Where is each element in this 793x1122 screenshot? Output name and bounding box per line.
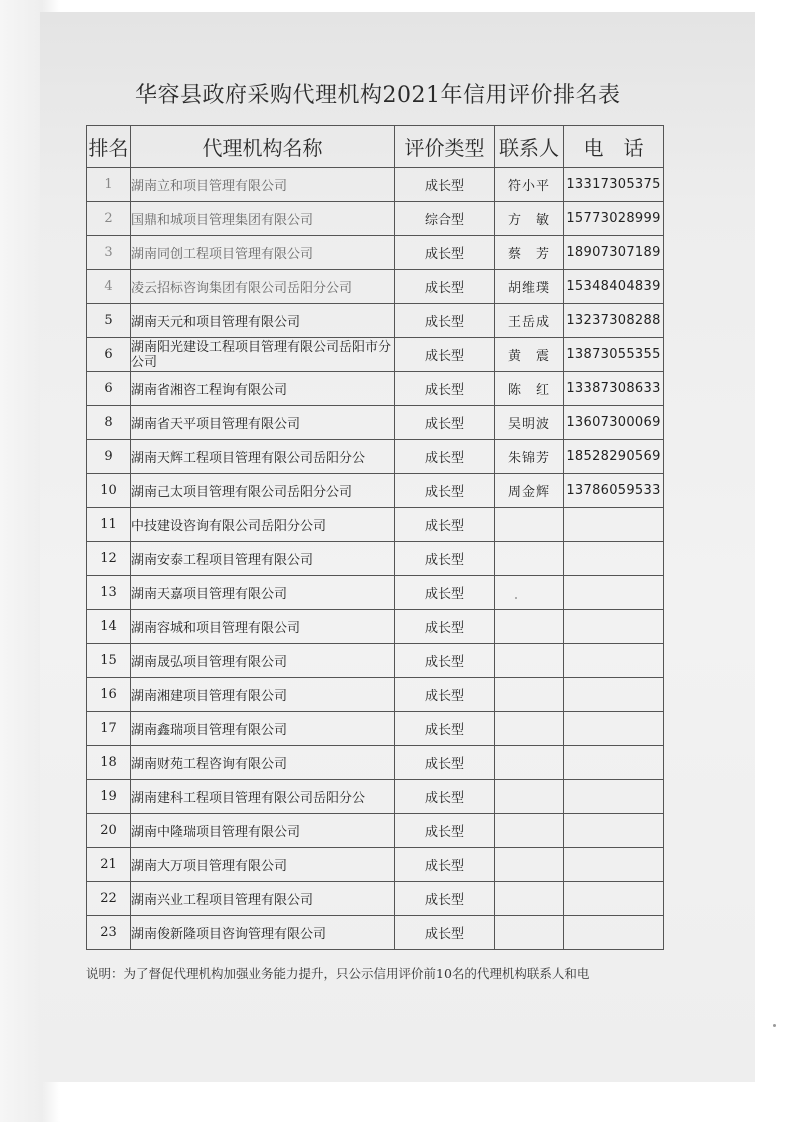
- rank-cell: 3: [87, 236, 131, 270]
- table-header-row: [87, 126, 664, 168]
- contact-cell: 胡维璞: [495, 270, 564, 304]
- rank-cell: 16: [87, 678, 131, 712]
- rank-cell: 2: [87, 202, 131, 236]
- table-row: [87, 814, 664, 848]
- phone-cell: 13237308288: [564, 304, 664, 338]
- table-row: [87, 576, 664, 610]
- rank-cell: 13: [87, 576, 131, 610]
- footnote: 说明：为了督促代理机构加强业务能力提升，只公示信用评价前10名的代理机构联系人和电: [86, 966, 590, 981]
- evaluation-type-cell: 成长型: [395, 508, 495, 542]
- phone-cell: 15348404839: [564, 270, 664, 304]
- evaluation-type-cell: 成长型: [395, 712, 495, 746]
- contact-cell: [495, 576, 564, 610]
- phone-cell: 13786059533: [564, 474, 664, 508]
- rank-cell: 23: [87, 916, 131, 950]
- contact-cell: 陈 红: [495, 372, 564, 406]
- header-agency-name: 代理机构名称: [131, 126, 395, 168]
- table-row: [87, 644, 664, 678]
- rank-cell: 18: [87, 746, 131, 780]
- table-row: [87, 678, 664, 712]
- phone-cell: [564, 576, 664, 610]
- table-body: [87, 168, 664, 950]
- header-rank: 排名: [87, 126, 131, 168]
- evaluation-type-cell: 成长型: [395, 406, 495, 440]
- contact-cell: [495, 746, 564, 780]
- phone-cell: [564, 712, 664, 746]
- phone-cell: [564, 542, 664, 576]
- rank-cell: 14: [87, 610, 131, 644]
- rank-cell: 1: [87, 168, 131, 202]
- agency-name-cell: 湖南安泰工程项目管理有限公司: [131, 542, 395, 576]
- header-contact: 联系人: [495, 126, 564, 168]
- table-row: [87, 304, 664, 338]
- rank-cell: 17: [87, 712, 131, 746]
- agency-name-cell: 湖南阳光建设工程项目管理有限公司岳阳市分公司: [131, 338, 395, 372]
- contact-cell: 符小平: [495, 168, 564, 202]
- table-row: [87, 236, 664, 270]
- table-row: [87, 270, 664, 304]
- contact-cell: [495, 508, 564, 542]
- table-row: [87, 916, 664, 950]
- agency-name-cell: 湖南建科工程项目管理有限公司岳阳分公: [131, 780, 395, 814]
- table-row: [87, 440, 664, 474]
- agency-name-cell: 湖南俊新隆项目咨询管理有限公司: [131, 916, 395, 950]
- agency-name-cell: 湖南容城和项目管理有限公司: [131, 610, 395, 644]
- table-row: [87, 610, 664, 644]
- rank-cell: 20: [87, 814, 131, 848]
- evaluation-type-cell: 成长型: [395, 270, 495, 304]
- scan-speck: [773, 1024, 776, 1027]
- header-evaluation-type: 评价类型: [395, 126, 495, 168]
- rank-cell: 4: [87, 270, 131, 304]
- rank-cell: 19: [87, 780, 131, 814]
- phone-cell: [564, 848, 664, 882]
- agency-name-cell: 湖南省湘咨工程询有限公司: [131, 372, 395, 406]
- evaluation-type-cell: 成长型: [395, 542, 495, 576]
- table-row: [87, 338, 664, 372]
- agency-name-cell: 湖南晟弘项目管理有限公司: [131, 644, 395, 678]
- contact-cell: 吴明波: [495, 406, 564, 440]
- phone-cell: [564, 746, 664, 780]
- ranking-table: [86, 125, 664, 950]
- phone-cell: 15773028999: [564, 202, 664, 236]
- contact-cell: [495, 542, 564, 576]
- rank-cell: 12: [87, 542, 131, 576]
- rank-cell: 8: [87, 406, 131, 440]
- contact-cell: [495, 644, 564, 678]
- agency-name-cell: 湖南大万项目管理有限公司: [131, 848, 395, 882]
- rank-cell: 6: [87, 338, 131, 372]
- evaluation-type-cell: 成长型: [395, 916, 495, 950]
- evaluation-type-cell: 成长型: [395, 236, 495, 270]
- evaluation-type-cell: 成长型: [395, 780, 495, 814]
- document-title: 华容县政府采购代理机构2021年信用评价排名表: [135, 83, 621, 108]
- rank-cell: 10: [87, 474, 131, 508]
- table-row: [87, 712, 664, 746]
- contact-cell: [495, 916, 564, 950]
- contact-cell: [495, 678, 564, 712]
- agency-name-cell: 湖南立和项目管理有限公司: [131, 168, 395, 202]
- agency-name-cell: 湖南财苑工程咨询有限公司: [131, 746, 395, 780]
- phone-cell: [564, 678, 664, 712]
- evaluation-type-cell: 成长型: [395, 576, 495, 610]
- evaluation-type-cell: 成长型: [395, 610, 495, 644]
- phone-cell: 18907307189: [564, 236, 664, 270]
- contact-cell: 蔡 芳: [495, 236, 564, 270]
- agency-name-cell: 湖南天嘉项目管理有限公司: [131, 576, 395, 610]
- phone-cell: [564, 780, 664, 814]
- contact-cell: [495, 780, 564, 814]
- table-row: [87, 848, 664, 882]
- phone-cell: [564, 916, 664, 950]
- phone-cell: 13873055355: [564, 338, 664, 372]
- agency-name-cell: 湖南天辉工程项目管理有限公司岳阳分公: [131, 440, 395, 474]
- table-row: [87, 406, 664, 440]
- rank-cell: 21: [87, 848, 131, 882]
- agency-name-cell: 湖南天元和项目管理有限公司: [131, 304, 395, 338]
- rank-cell: 22: [87, 882, 131, 916]
- agency-name-cell: 湖南湘建项目管理有限公司: [131, 678, 395, 712]
- contact-cell: [495, 712, 564, 746]
- evaluation-type-cell: 成长型: [395, 882, 495, 916]
- contact-cell: 黄 震: [495, 338, 564, 372]
- phone-cell: 13607300069: [564, 406, 664, 440]
- evaluation-type-cell: 成长型: [395, 304, 495, 338]
- evaluation-type-cell: 成长型: [395, 644, 495, 678]
- agency-name-cell: 国鼎和城项目管理集团有限公司: [131, 202, 395, 236]
- agency-name-cell: 湖南己太项目管理有限公司岳阳分公司: [131, 474, 395, 508]
- evaluation-type-cell: 成长型: [395, 338, 495, 372]
- evaluation-type-cell: 成长型: [395, 372, 495, 406]
- table-row: [87, 372, 664, 406]
- phone-cell: 18528290569: [564, 440, 664, 474]
- phone-cell: [564, 882, 664, 916]
- phone-cell: [564, 814, 664, 848]
- agency-name-cell: 湖南兴业工程项目管理有限公司: [131, 882, 395, 916]
- evaluation-type-cell: 成长型: [395, 168, 495, 202]
- evaluation-type-cell: 成长型: [395, 474, 495, 508]
- agency-name-cell: 湖南鑫瑞项目管理有限公司: [131, 712, 395, 746]
- agency-name-cell: 湖南同创工程项目管理有限公司: [131, 236, 395, 270]
- table-row: [87, 508, 664, 542]
- phone-cell: [564, 508, 664, 542]
- contact-cell: [495, 882, 564, 916]
- scan-speck: [515, 597, 517, 599]
- rank-cell: 15: [87, 644, 131, 678]
- contact-cell: 周金辉: [495, 474, 564, 508]
- phone-cell: 13317305375: [564, 168, 664, 202]
- agency-name-cell: 湖南省天平项目管理有限公司: [131, 406, 395, 440]
- agency-name-cell: 湖南中隆瑞项目管理有限公司: [131, 814, 395, 848]
- table-row: [87, 542, 664, 576]
- evaluation-type-cell: 成长型: [395, 678, 495, 712]
- phone-cell: [564, 610, 664, 644]
- table-row: [87, 202, 664, 236]
- evaluation-type-cell: 成长型: [395, 440, 495, 474]
- evaluation-type-cell: 综合型: [395, 202, 495, 236]
- rank-cell: 5: [87, 304, 131, 338]
- contact-cell: 方 敏: [495, 202, 564, 236]
- contact-cell: [495, 610, 564, 644]
- table-row: [87, 474, 664, 508]
- table-row: [87, 780, 664, 814]
- phone-cell: 13387308633: [564, 372, 664, 406]
- rank-cell: 6: [87, 372, 131, 406]
- contact-cell: [495, 848, 564, 882]
- evaluation-type-cell: 成长型: [395, 746, 495, 780]
- table-row: [87, 882, 664, 916]
- agency-name-cell: 中技建设咨询有限公司岳阳分公司: [131, 508, 395, 542]
- table-row: [87, 746, 664, 780]
- table-row: [87, 168, 664, 202]
- rank-cell: 9: [87, 440, 131, 474]
- agency-name-cell: 凌云招标咨询集团有限公司岳阳分公司: [131, 270, 395, 304]
- evaluation-type-cell: 成长型: [395, 814, 495, 848]
- contact-cell: 王岳成: [495, 304, 564, 338]
- contact-cell: 朱锦芳: [495, 440, 564, 474]
- header-phone: 电 话: [564, 126, 664, 168]
- rank-cell: 11: [87, 508, 131, 542]
- phone-cell: [564, 644, 664, 678]
- evaluation-type-cell: 成长型: [395, 848, 495, 882]
- contact-cell: [495, 814, 564, 848]
